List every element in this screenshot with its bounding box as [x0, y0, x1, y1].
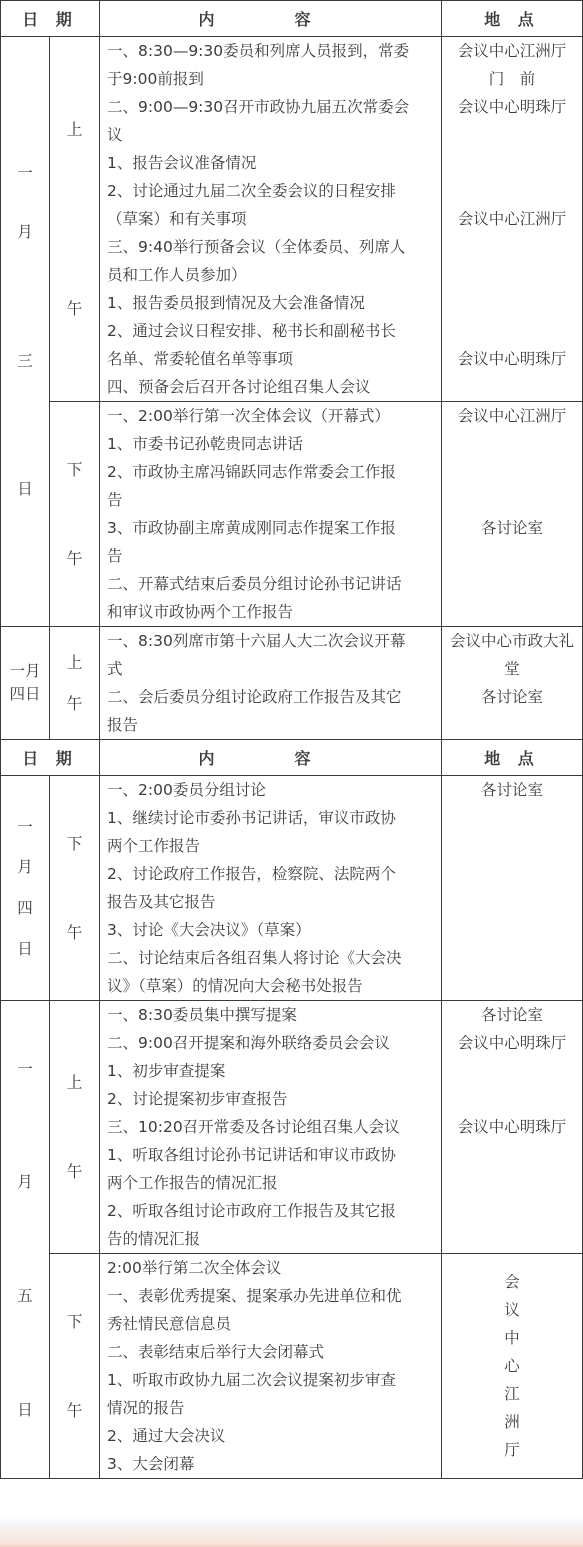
place-cell: 各讨论室 会议中心明珠厅 会议中心明珠厅 [442, 1001, 583, 1254]
content-cell: 一、2:00举行第一次全体会议（开幕式） 1、市委书记孙乾贵同志讲话 2、市政协主席冯锦跃同志作常委会工作报 告 3、市政协副主席黄成刚同志作提案工作报 告 二、开幕式结束后委员分组讨论孙书记讲话 和审议市政协两个工作报告 [100, 402, 442, 627]
content-cell: 一、8:30列席市第十六届人大二次会议开幕 式 二、会后委员分组讨论政府工作报告及其它 报告 [100, 627, 442, 740]
place-cell-vertical: 会 议 中 心 江 洲 厅 [442, 1254, 583, 1479]
table-row [1, 1001, 583, 1254]
table-header-row [1, 1, 583, 37]
session-am: 上 午 [50, 1001, 100, 1254]
table-row [1, 776, 583, 1001]
header-content: 内 容 [100, 1, 442, 37]
header-date: 日 期 [1, 740, 100, 776]
place-cell: 会议中心市政大礼 堂 各讨论室 [442, 627, 583, 740]
content-cell: 2:00举行第二次全体会议 一、表彰优秀提案、提案承办先进单位和优 秀社情民意信息员 二、表彰结束后举行大会闭幕式 1、听取市政协九届二次会议提案初步审查 情况的报告 2、通过大会决议 3、大会闭幕 [100, 1254, 442, 1479]
header-date: 日 期 [1, 1, 100, 37]
place-cell: 会议中心江洲厅 各讨论室 [442, 402, 583, 627]
place-cell: 会议中心江洲厅 门 前 会议中心明珠厅 会议中心江洲厅 会议中心明珠厅 [442, 37, 583, 402]
session-am: 上 午 [50, 37, 100, 402]
bottom-decorative-band [0, 1515, 583, 1547]
session-am: 上 午 [50, 627, 100, 740]
content-cell: 一、8:30—9:30委员和列席人员报到，常委 于9:00前报到 二、9:00—9:30召开市政协九届五次常委会 议 1、报告会议准备情况 2、讨论通过九届二次全委会议的日程安排 （草案）和有关事项 三、9:40举行预备会议（全体委员、列席人 员和工作人员参加） 1、报告委员报到情况及大会准备情况 2、通过会议日程安排、秘书长和副秘书长 名单、常委轮值名单等事项 四、预备会后召开各讨论组召集人会议 [100, 37, 442, 402]
place-cell: 各讨论室 [442, 776, 583, 1001]
header-place: 地 点 [442, 740, 583, 776]
date-cell-jan15: 一 月 五 日 [1, 1001, 50, 1479]
table-row [1, 37, 583, 402]
date-cell-jan14-am: 一月 四日 [1, 627, 50, 740]
header-content: 内 容 [100, 740, 442, 776]
content-cell: 一、2:00委员分组讨论 1、继续讨论市委孙书记讲话，审议市政协 两个工作报告 2、讨论政府工作报告，检察院、法院两个 报告及其它报告 3、讨论《大会决议》（草案） 二、讨论结束后各组召集人将讨论《大会决 议》（草案）的情况向大会秘书处报告 [100, 776, 442, 1001]
session-pm: 下 午 [50, 1254, 100, 1479]
session-pm: 下 午 [50, 776, 100, 1001]
header-place: 地 点 [442, 1, 583, 37]
table-header-row [1, 740, 583, 776]
session-pm: 下 午 [50, 402, 100, 627]
table-row [1, 1254, 583, 1479]
table-row [1, 402, 583, 627]
table-row [1, 627, 583, 740]
content-cell: 一、8:30委员集中撰写提案 二、9:00召开提案和海外联络委员会会议 1、初步审查提案 2、讨论提案初步审查报告 三、10:20召开常委及各讨论组召集人会议 1、听取各组讨论孙书记讲话和审议市政协 两个工作报告的情况汇报 2、听取各组讨论市政府工作报告及其它报 告的情况汇报 [100, 1001, 442, 1254]
date-cell-jan13: 一 月 三 日 [1, 37, 50, 627]
date-cell-jan14-pm: 一 月 四 日 [1, 776, 50, 1001]
